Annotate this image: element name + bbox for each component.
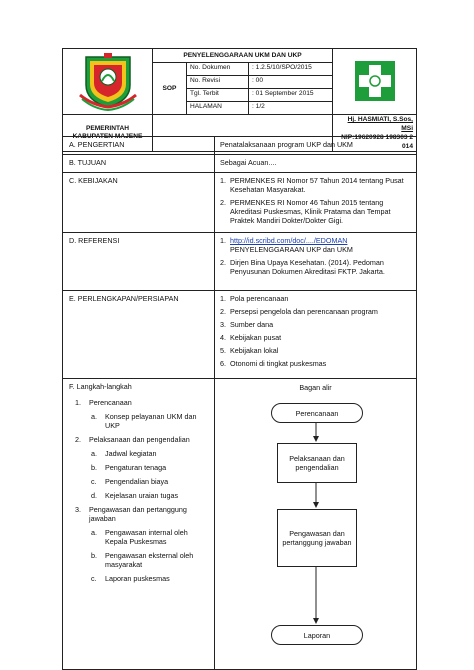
section-content-kebijakan xyxy=(215,173,417,233)
flowchart-box-pelaksanaan: Pelaksanaan dan pengendalian xyxy=(277,443,357,483)
step-item: 2. Pelaksanaan dan pengendalian a. Jadwal kegiatan b. Pengaturan tenaga c. Pengendalian biaya d. Kejelasan uraian tugas xyxy=(75,435,210,500)
list-item: 1. Pola perencanaan xyxy=(220,294,289,303)
sub-step-item: c. Laporan puskesmas xyxy=(91,574,170,583)
meta-label-revision: No. Revisi xyxy=(187,76,249,89)
meta-label-date: Tgl. Terbit xyxy=(187,89,249,102)
sop-body-table xyxy=(62,136,417,670)
signer-nip: NIP:19620928 198303 2 014 xyxy=(341,134,414,150)
organization-line1: PEMERINTAH xyxy=(85,124,130,132)
regency-emblem-icon xyxy=(76,51,140,111)
organization-line2: KABUPATEN MAJENE xyxy=(72,133,143,140)
section-content-referensi xyxy=(215,233,417,291)
sop-label: SOP xyxy=(153,63,187,115)
meta-value-page: : 1/2 xyxy=(249,102,333,115)
sub-step-item: b. Pengawasan eksternal oleh masyarakat xyxy=(91,551,194,569)
sub-step-item: c. Pengendalian biaya xyxy=(91,477,169,486)
list-item: 2. Persepsi pengelola dan perencanaan program xyxy=(220,307,378,316)
sub-step-item: b. Pengaturan tenaga xyxy=(91,463,167,472)
list-item: 2. Dirjen Bina Upaya Kesehatan. (2014). Pedoman Penyusunan Dokumen Akreditasi FKTP. Jakarta. xyxy=(220,258,385,276)
section-content-perlengkapan xyxy=(215,291,417,379)
section-label-tujuan: B. TUJUAN xyxy=(63,155,215,173)
section-label-referensi: D. REFERENSI xyxy=(63,233,215,291)
section-label-perlengkapan: E. PERLENGKAPAN/PERSIAPAN xyxy=(63,291,215,379)
flowchart-cell xyxy=(215,379,417,670)
flowchart-box-pengawasan: Pengawasan dan pertanggung jawaban xyxy=(277,509,357,567)
section-content-pengertian: Penatalaksanaan program UKP dan UKM xyxy=(215,137,417,155)
document-title: PENYELENGGARAAN UKM DAN UKP xyxy=(153,49,333,63)
sub-step-item: a. Jadwal kegiatan xyxy=(91,449,157,458)
health-cross-icon xyxy=(353,59,397,103)
step-item: 3. Pengawasan dan pertanggung jawaban a. Pengawasan internal oleh Kepala Puskesmas b. Pengawasan eksternal oleh masyarakat c. Laporan puskesmas xyxy=(75,505,210,583)
list-item: 1. PERMENKES RI Nomor 57 Tahun 2014 tentang Pusat Kesehatan Masyarakat. xyxy=(220,176,404,194)
list-item: 2. PERMENKES RI Nomor 46 Tahun 2015 tentang Akreditasi Puskesmas, Klinik Pratama dan Tempat Praktek Mandiri Dokter/Dokter Gigi. xyxy=(220,198,391,225)
list-item: 5. Kebijakan lokal xyxy=(220,346,279,355)
flowchart-box-perencanaan: Perencanaan xyxy=(271,403,363,423)
section-label-kebijakan: C. KEBIJAKAN xyxy=(63,173,215,233)
list-item: 6. Otonomi di tingkat puskesmas xyxy=(220,359,327,368)
signer-name: Hj. HASMIATI, S.Sos, MSi xyxy=(347,116,414,132)
regency-logo-cell xyxy=(63,49,153,115)
flowchart-box-laporan: Laporan xyxy=(271,625,363,645)
health-logo-cell xyxy=(333,49,417,115)
step-item: 1. Perencanaan a. Konsep pelayanan UKM dan UKP xyxy=(75,398,210,430)
flowchart-title: Bagan alir xyxy=(299,383,332,392)
section-label-pengertian: A. PENGERTIAN xyxy=(63,137,215,155)
meta-value-date: : 01 September 2015 xyxy=(249,89,333,102)
sub-step-item: a. Konsep pelayanan UKM dan UKP xyxy=(91,412,197,430)
meta-value-revision: : 00 xyxy=(249,76,333,89)
meta-label-page: HALAMAN xyxy=(187,102,249,115)
list-item: 4. Kebijakan pusat xyxy=(220,333,282,342)
list-item: 3. Sumber dana xyxy=(220,320,274,329)
sub-step-item: a. Pengawasan internal oleh Kepala Puskesmas xyxy=(91,528,188,546)
section-content-tujuan: Sebagai Acuan.... xyxy=(215,155,417,173)
reference-link[interactable]: http://id.scribd.com/doc/..../EDOMAN xyxy=(230,236,348,245)
section-langkah xyxy=(63,379,215,670)
sub-step-item: d. Kejelasan uraian tugas xyxy=(91,491,179,500)
meta-label-doc: No. Dokumen xyxy=(187,63,249,76)
section-label-langkah: F. Langkah-langkah xyxy=(69,382,132,391)
flowchart xyxy=(215,379,416,669)
list-item: 1. http://id.scribd.com/doc/..../EDOMAN PENYELENGGARAAN UKP dan UKM xyxy=(220,236,353,254)
meta-value-doc: : 1.2.5/10/SPO/2015 xyxy=(249,63,333,76)
